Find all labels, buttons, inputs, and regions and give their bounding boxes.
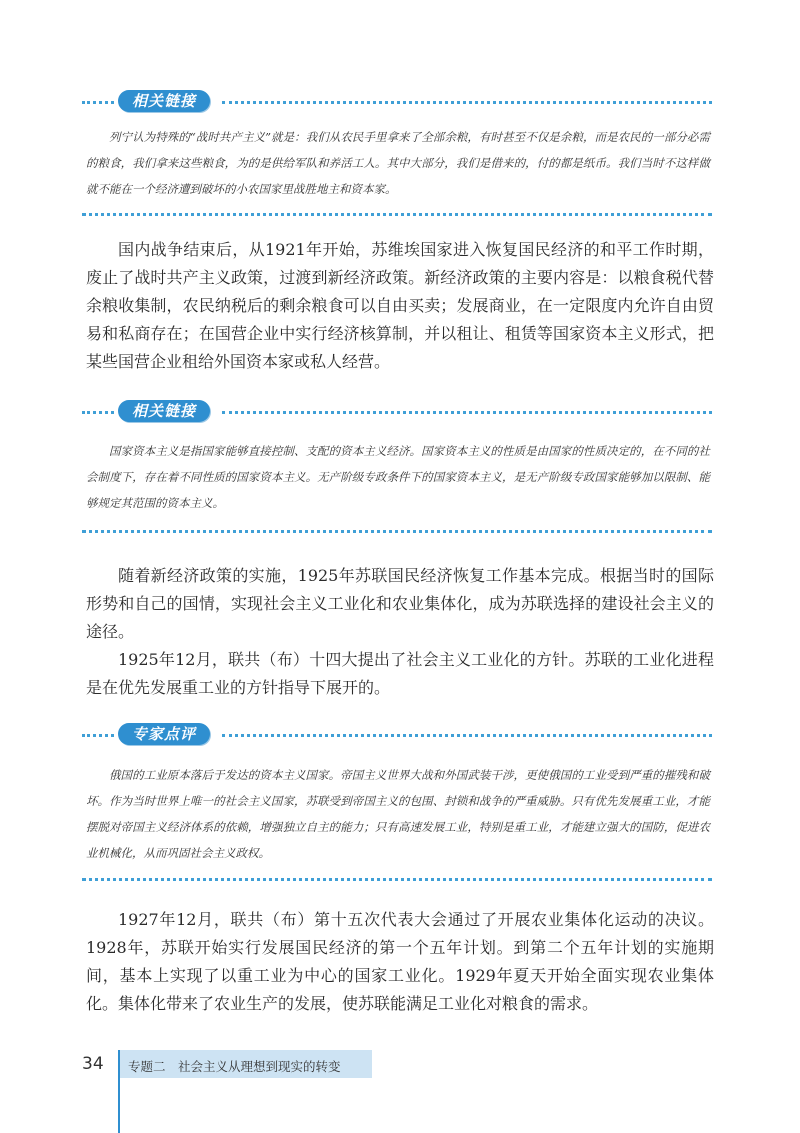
expert-comment-badge: 专家点评 [118, 723, 210, 745]
dotted-rule [82, 101, 114, 104]
body-text [86, 562, 714, 702]
dotted-rule [82, 213, 712, 216]
chapter-title: 专题二 社会主义从理想到现实的转变 [128, 1059, 341, 1074]
dotted-rule [222, 411, 712, 414]
related-link-paragraph: 列宁认为特殊的“战时共产主义”就是：我们从农民手里拿来了全部余粮，有时甚至不仅是余粮，而是农民的一部分必需的粮食，我们拿来这些粮食，为的是供给军队和养活工人。其中大部分，我们是借来的，付的都是纸币。我们当时不这样做就不能在一个经济遭到破坏的小农国家里战胜地主和资本家。 [86, 130, 710, 196]
related-link-text [86, 124, 710, 202]
related-link-badge: 相关链接 [118, 90, 210, 112]
related-link-badge: 相关链接 [118, 400, 210, 422]
dotted-rule [82, 411, 114, 414]
expert-comment-paragraph: 俄国的工业原本落后于发达的资本主义国家。帝国主义世界大战和外国武装干涉，更使俄国的工业受到严重的摧残和破坏。作为当时世界上唯一的社会主义国家，苏联受到帝国主义的包围、封锁和战争的严重威胁。只有优先发展重工业，才能摆脱对帝国主义经济体系的依赖，增强独立自主的能力；只有高速发展工业，特别是重工业，才能建立强大的国防，促进农业机械化，从而巩固社会主义政权。 [86, 768, 710, 860]
dotted-rule [222, 734, 712, 737]
body-text [86, 906, 714, 1018]
related-link-paragraph: 国家资本主义是指国家能够直接控制、支配的资本主义经济。国家资本主义的性质是由国家的性质决定的，在不同的社会制度下，存在着不同性质的国家资本主义。无产阶级专政条件下的国家资本主义，是无产阶级专政国家能够加以限制、能够规定其范围的资本主义。 [86, 444, 710, 510]
body-paragraph: 随着新经济政策的实施，1925年苏联国民经济恢复工作基本完成。根据当时的国际形势和自己的国情，实现社会主义工业化和农业集体化，成为苏联选择的建设社会主义的途径。 [86, 566, 714, 641]
body-text [86, 236, 714, 376]
dotted-rule [82, 530, 712, 533]
related-link-text [86, 438, 710, 516]
body-paragraph: 国内战争结束后，从1921年开始，苏维埃国家进入恢复国民经济的和平工作时期，废止了战时共产主义政策，过渡到新经济政策。新经济政策的主要内容是：以粮食税代替余粮收集制，农民纳税后的剩余粮食可以自由买卖；发展商业，在一定限度内允许自由贸易和私商存在；在国营企业中实行经济核算制，并以租让、租赁等国家资本主义形式，把某些国营企业租给外国资本家或私人经营。 [86, 240, 714, 371]
body-paragraph: 1927年12月，联共（布）第十五次代表大会通过了开展农业集体化运动的决议。1928年，苏联开始实行发展国民经济的第一个五年计划。到第二个五年计划的实施期间，基本上实现了以重工业为中心的国家工业化。1929年夏天开始全面实现农业集体化。集体化带来了农业生产的发展，使苏联能满足工业化对粮食的需求。 [86, 910, 714, 1013]
dotted-rule [222, 101, 712, 104]
body-paragraph: 1925年12月，联共（布）十四大提出了社会主义工业化的方针。苏联的工业化进程是在优先发展重工业的方针指导下展开的。 [86, 650, 714, 697]
page-number: 34 [82, 1054, 104, 1074]
dotted-rule [82, 734, 114, 737]
dotted-rule [82, 878, 712, 881]
expert-comment-text [86, 762, 710, 866]
